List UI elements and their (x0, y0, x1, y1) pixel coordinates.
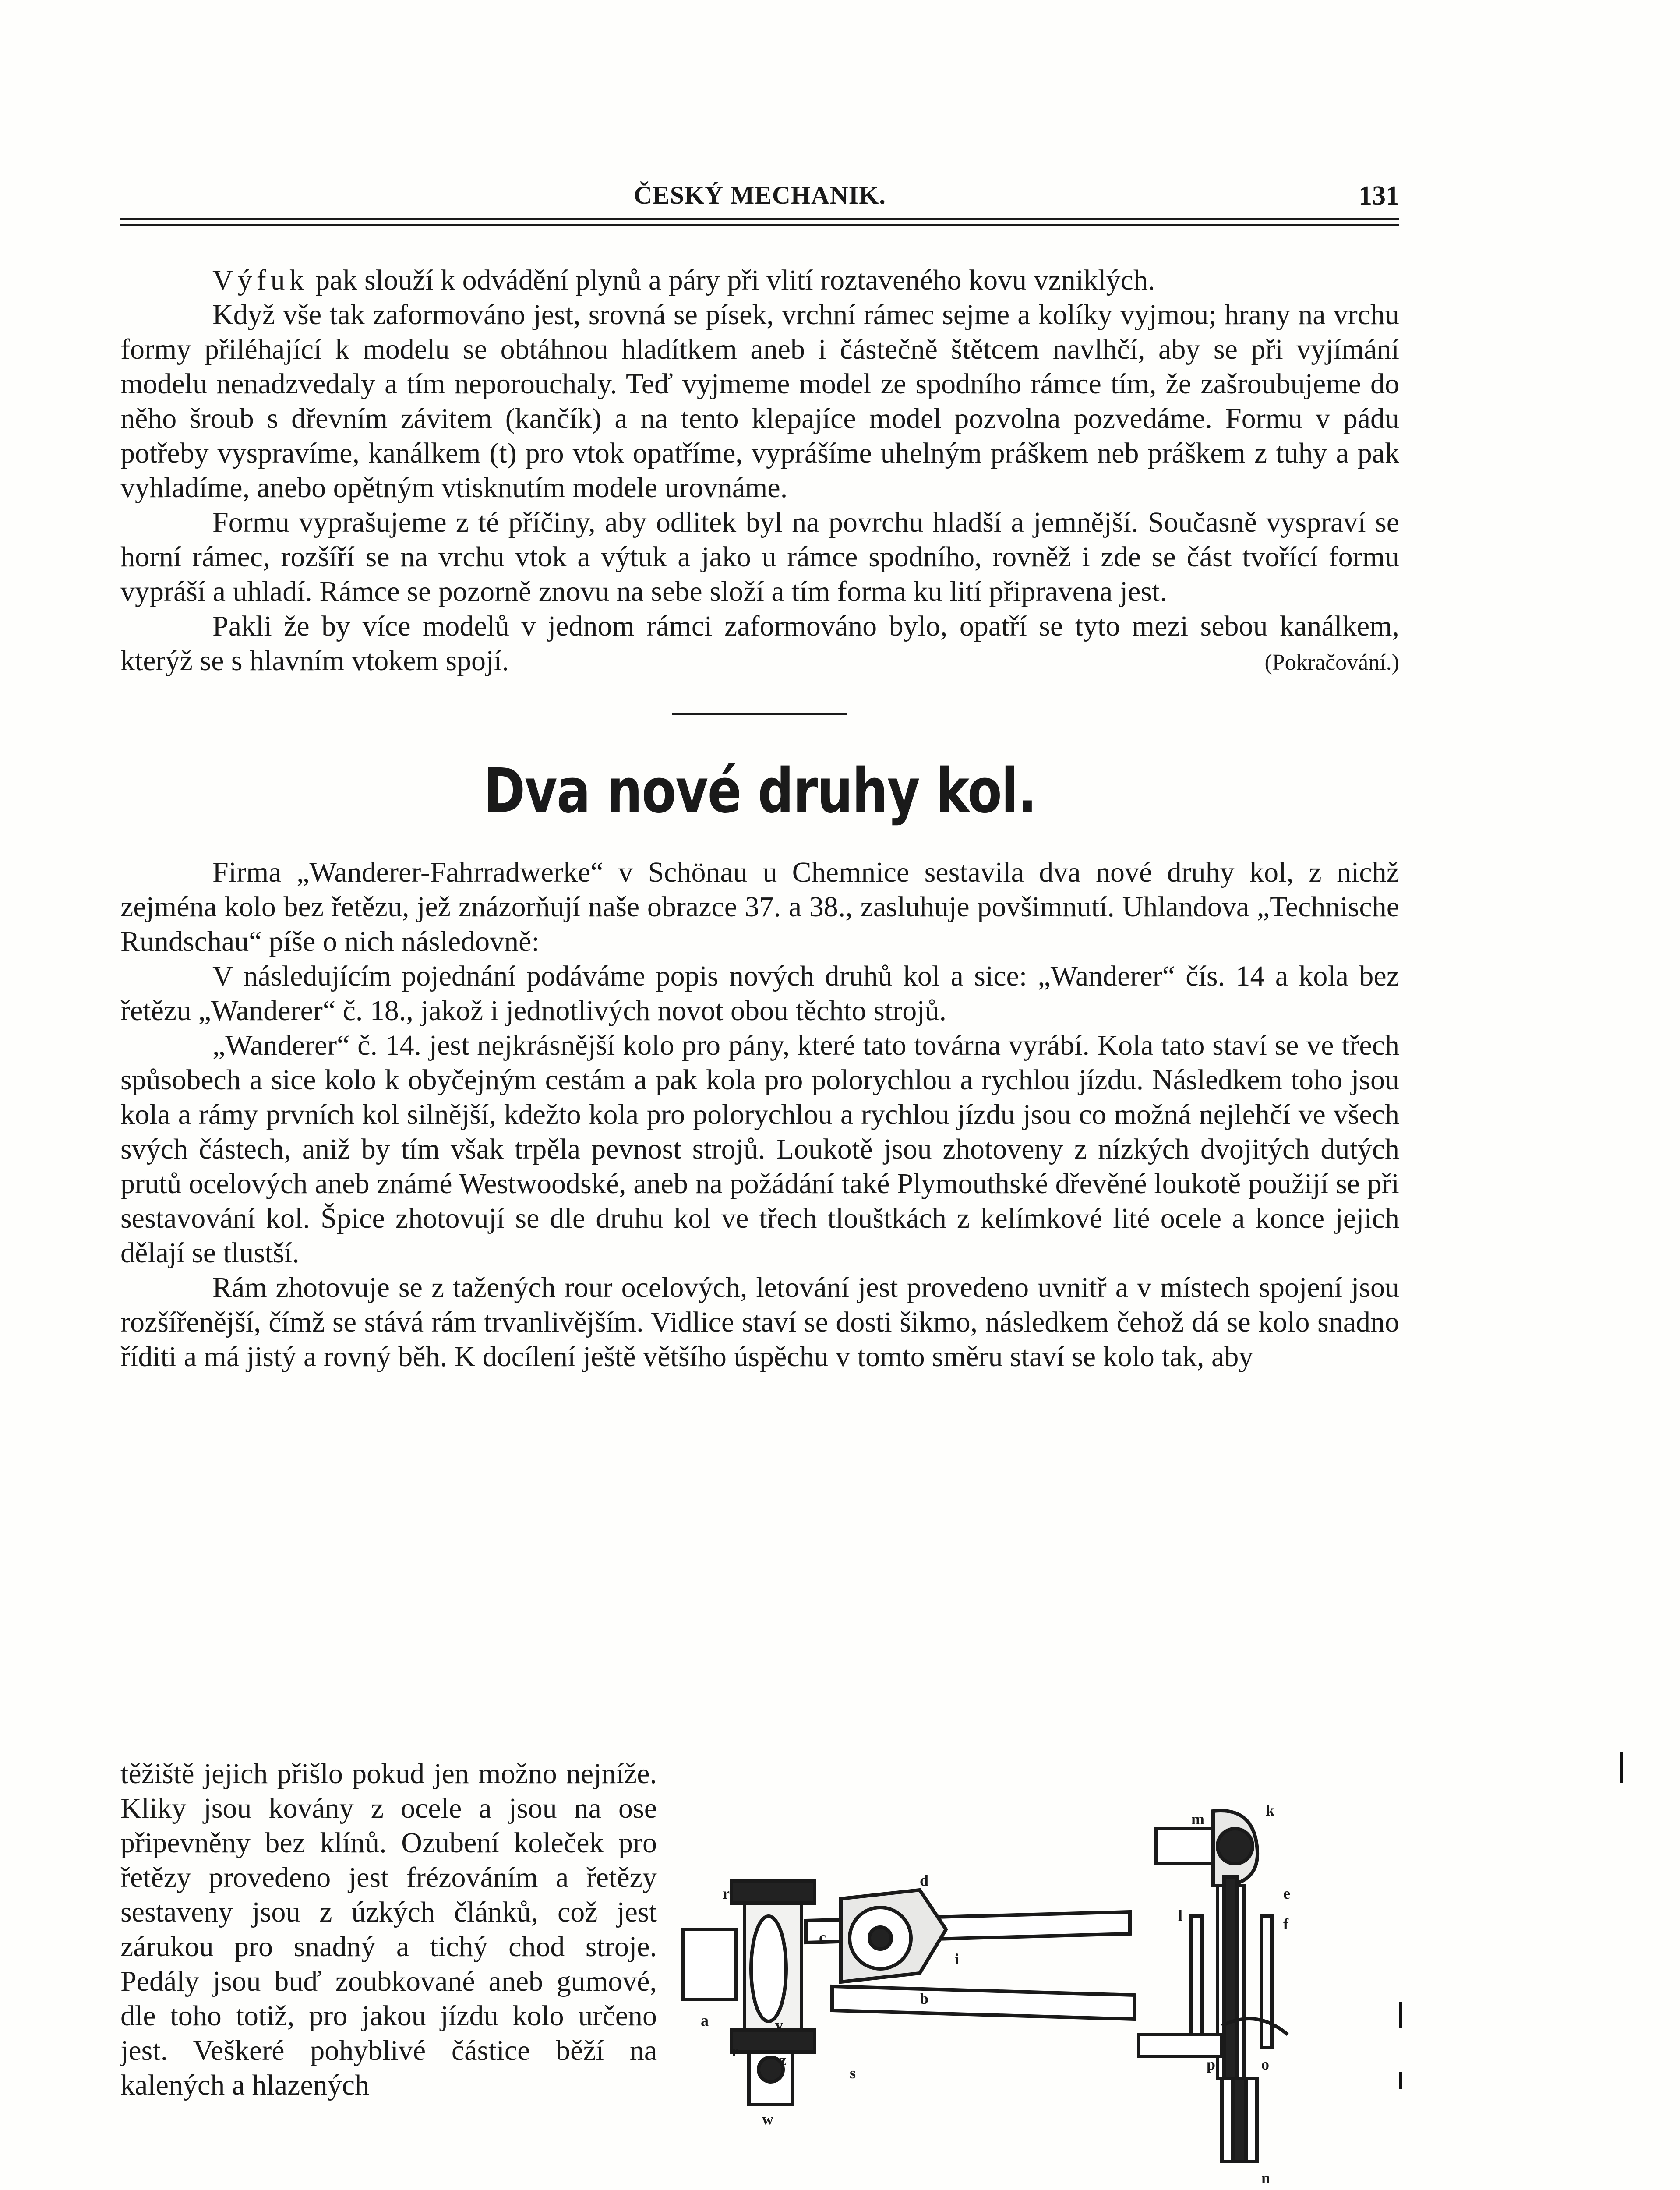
scan-artifact (1399, 2072, 1402, 2089)
figure-label: a (701, 2012, 709, 2029)
figure-label: b (920, 1990, 929, 2007)
paragraph: Firma „Wanderer-Fahrradwerke“ v Schönau u Chemnice sestavila dva nové druhy kol, z nichž zejména kolo bez řetězu, jež znázorňují naše obrazce 37. a 38., zasluhuje povšimnutí. Uhlandova „Technische Rundschau“ píše o nich následovně: (120, 856, 1399, 957)
section-divider (672, 713, 847, 715)
paragraph: Když vše tak zaformováno jest, srovná se písek, vrchní rámec sejme a kolíky vyjmou; hrany na vrchu formy přiléhající k modelu se obtáhnou hladítkem aneb i částečně štětcem navlhčí, aby se při vyjímání modelu nenadzvedaly a tím neporouchaly. Teď vyjmeme model ze spodního rámce tím, že zašroubujeme do něho šroub s dřevním závitem (kančík) a na tento klepajíce model pozvolna pozvedáme. Formu v pádu potřeby vyspravíme, kanálkem (t) pro vtok opatříme, vyprášíme uhelným práškem neb práškem z tuhy a pak vyhladíme, anebo opětným vtisknutím modele urovnáme. (120, 299, 1399, 504)
column-text (120, 1756, 657, 2102)
figure-label: w (762, 2110, 773, 2128)
paragraph: Formu vyprašujeme z té příčiny, aby odlitek byl na povrchu hladší a jemnější. Současně vyspraví se horní rámec, rozšíří se na vrchu vtok a výtuk a jako u rámce spodního, rovněž i zde se část tvořící formu vypráší a uhladí. Rámce se pozorně znovu na sebe složí a tím forma ku lití připravena jest. (120, 506, 1399, 608)
paragraph: Rám zhotovuje se z tažených rour ocelových, letování jest provedeno uvnitř a v místech spojení jsou rozšířenější, čímž se stává rám trvanlivějším. Vidlice staví se dosti šikmo, následkem čehož dá se kolo snadno říditi a má jistý a rovný běh. K docílení ještě většího úspěchu v tomto směru staví se kolo tak, aby (120, 1272, 1399, 1373)
figure-label: r (723, 1885, 730, 1902)
bicycle-hub-figure (674, 1798, 1397, 2190)
article-title: Dva nové druhy kol. (484, 756, 1036, 827)
header-rule (120, 218, 1399, 220)
continued-note: (Pokračování.) (1264, 650, 1399, 675)
figure-label: p (1207, 2056, 1216, 2073)
scan-artifact (1399, 2002, 1402, 2028)
figure-label: e (1283, 1885, 1290, 1902)
figure-label: s (850, 2064, 856, 2082)
figure-label: k (1266, 1801, 1275, 1819)
paragraph: těžiště jejich přišlo pokud jen možno nejníže. Kliky jsou kovány z ocele a jsou na ose připevněny bez klínů. Ozubení koleček pro řetězy provedeno jest frézováním a řetězy sestaveny jsou z úzkých článků, což jest zárukou pro snadný a tichý chod stroje. Pedály jsou buď zoubkované aneb gumové, dle toho totiž, pro jakou jízdu kolo určeno jest. Veškeré pohyblivé částice běží na kalených a hlazených (120, 1758, 657, 2101)
paragraph: Výfuk pak slouží k odvádění plynů a páry při vlití roztaveného kovu vzniklých. (212, 264, 1155, 296)
header-rule-thin (120, 224, 1399, 226)
running-header (120, 172, 1399, 213)
paragraph: V následujícím pojednání podáváme popis nových druhů kol a sice: „Wanderer“ čís. 14 a kola bez řetězu „Wanderer“ č. 18., jakož i jednotlivých novot obou těchto strojů. (120, 960, 1399, 1027)
paragraph: Pakli že by více modelů v jednom rámci zaformováno bylo, opatří se tyto mezi sebou kanálkem, kterýž se s hlavním vtokem spojí. (Pokračování.) (120, 609, 1399, 678)
figure-label: n (1261, 2169, 1271, 2187)
figure-label: m (1191, 1810, 1204, 1828)
page-number: 131 (1359, 181, 1399, 211)
figure-label: d (920, 1872, 929, 1889)
figure-label: c (819, 1929, 826, 1946)
lead-word: Výfuk (212, 264, 308, 296)
figure-label: i (955, 1950, 960, 1968)
figure-label: v (775, 2016, 783, 2034)
figure-label: f (1283, 1915, 1288, 1933)
figure-label: o (1261, 2056, 1269, 2073)
main-text (120, 263, 1399, 1374)
scan-artifact (1620, 1752, 1623, 1783)
figure-label: r (731, 2042, 738, 2060)
paragraph: „Wanderer“ č. 14. jest nejkrásnější kolo pro pány, které tato továrna vyrábí. Kola tato staví se ve třech spůsobech a sice kolo k obyčejným cestám a pak kola pro polorychlou a rychlou jízdu. Následkem toho jsou kola a rámy prvních kol silnější, kdežto kola pro polorychlou a rychlou jízdu jsou co možná nejlehčí ve všech svých částech, aniž by tím však trpěla pevnost strojů. Loukotě jsou zhotoveny z nízkých dvojitých dutých prutů ocelových aneb známé Westwoodské, aneb na požádání také Plymouthské dřevěné loukotě použijí se při sestavování kol. Špice zhotovují se dle druhu kol ve třech tlouštkách z kelímkové lité ocele a konce jejich dělají se tlustší. (120, 1029, 1399, 1269)
journal-title: ČESKÝ MECHANIK. (634, 181, 886, 209)
figure-label: l (1178, 1907, 1183, 1924)
figure-label: z (780, 2051, 787, 2069)
